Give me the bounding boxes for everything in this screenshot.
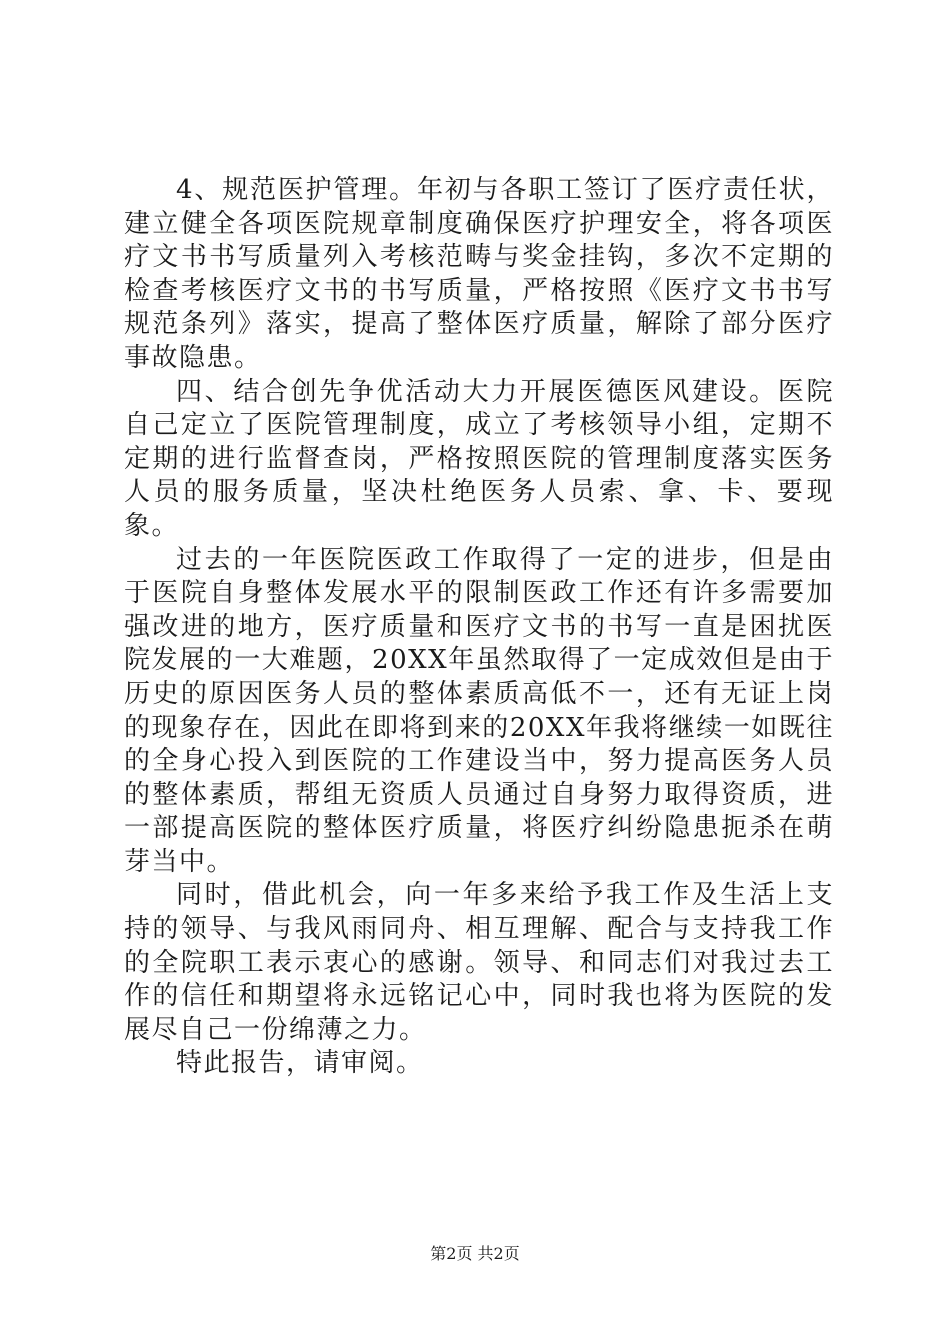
paragraph-closing: 特此报告，请审阅。	[176, 1048, 424, 1079]
paragraph-medical-care-management: 4、规范医护管理。年初与各职工签订了医疗责任状，建立健全各项医院规章制度确保医疗护理安全，将各项医疗文书书写质量列入考核范畴与奖金挂钩，多次不定期的检查考核医疗文书的书写质量，严格按照《医疗文书书写规范条列》落实，提高了整体医疗质量，解除了部分医疗事故隐患。	[124, 175, 834, 373]
paragraph-medical-ethics: 四、结合创先争优活动大力开展医德医风建设。医院自己定立了医院管理制度，成立了考核领导小组，定期不定期的进行监督查岗，严格按照医院的管理制度落实医务人员的服务质量，坚决杜绝医务人员索、拿、卡、要现象。	[124, 376, 834, 541]
document-body	[124, 174, 834, 1081]
paragraph-year-review: 过去的一年医院医政工作取得了一定的进步，但是由于医院自身整体发展水平的限制医政工作还有许多需要加强改进的地方，医疗质量和医疗文书的书写一直是困扰医院发展的一大难题，20XX年虽然取得了一定成效但是由于历史的原因医务人员的整体素质高低不一，还有无证上岗的现象存在，因此在即将到来的20XX年我将继续一如既往的全身心投入到医院的工作建设当中，努力提高医务人员的整体素质，帮组无资质人员通过自身努力取得资质，进一部提高医院的整体医疗质量，将医疗纠纷隐患扼杀在萌芽当中。	[124, 544, 834, 877]
page-number-footer: 第2页 共2页	[430, 1244, 520, 1263]
paragraph-acknowledgement: 同时，借此机会，向一年多来给予我工作及生活上支持的领导、与我风雨同舟、相互理解、配合与支持我工作的全院职工表示衷心的感谢。领导、和同志们对我过去工作的信任和期望将永远铭记心中，同时我也将为医院的发展尽自己一份绵薄之力。	[124, 880, 834, 1045]
